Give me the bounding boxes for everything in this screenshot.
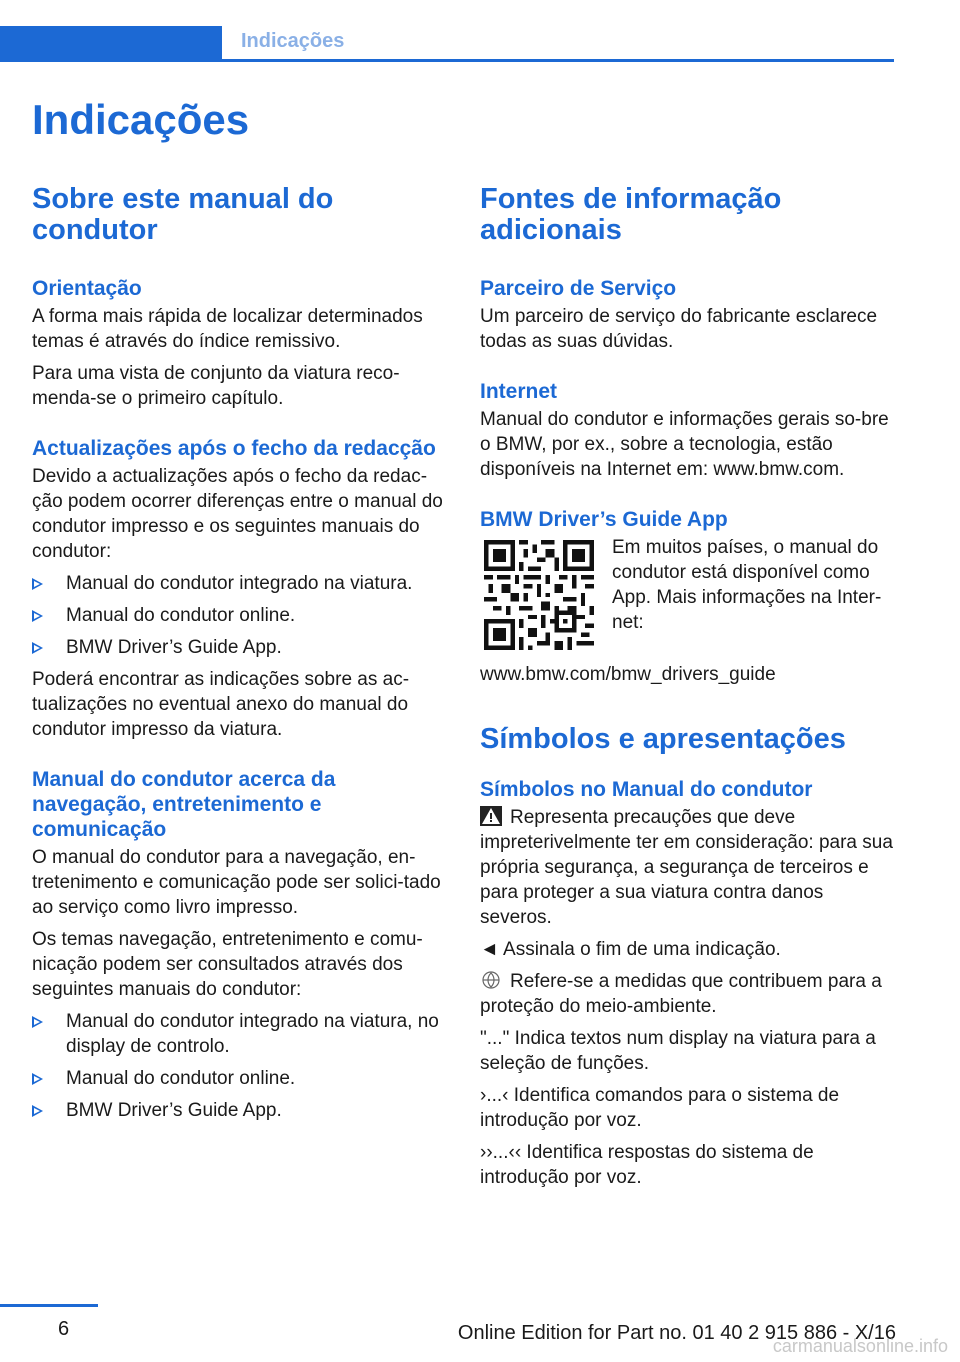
- triangle-bullet-icon: [32, 1016, 43, 1028]
- watermark: carmanualsonline.info: [772, 1336, 948, 1356]
- paragraph: Devido a actualizações após o fecho da redac-ção podem ocorrer diferenças entre o manual do condutor impresso e os seguintes manuais do condutor:: [32, 466, 443, 562]
- list-item: Manual do condutor online.: [32, 603, 444, 628]
- qr-code-icon: [484, 540, 594, 650]
- subheading-simbolos-manual: Símbolos no Manual do condutor: [480, 778, 813, 801]
- paragraph: Os temas navegação, entretenimento e comu-nicação podem ser consultados através dos seguintes manuais do condutor:: [32, 929, 423, 1000]
- bullet-list: [32, 1009, 444, 1123]
- section-heading-simbolos: Símbolos e apresentações: [480, 723, 846, 755]
- warning-triangle-icon: [480, 806, 502, 826]
- subheading-navegacao: Manual do condutor acerca da navegação, entretenimento e comunicação: [32, 768, 336, 841]
- paragraph: A forma mais rápida de localizar determinados temas é através do índice remissivo.: [32, 306, 423, 352]
- list-item: Manual do condutor integrado na viatura.: [32, 571, 444, 596]
- paragraph-warning: Representa precauções que deve impreterivelmente ter em consideração: para sua própria segurança, a segurança de terceiros e para proteger a sua viatura contra danos severos.: [480, 807, 893, 928]
- paragraph: ◄ Assinala o fim de uma indicação.: [480, 939, 781, 960]
- triangle-bullet-icon: [32, 610, 43, 622]
- paragraph: "..." Indica textos num display na viatura para a seleção de funções.: [480, 1028, 876, 1074]
- app-info: [480, 535, 900, 650]
- list-item: Manual do condutor integrado na viatura, no display de controlo.: [32, 1009, 444, 1059]
- list-item: BMW Driver’s Guide App.: [32, 635, 444, 660]
- app-url: www.bmw.com/bmw_drivers_guide: [480, 664, 776, 685]
- bullet-list: [32, 571, 444, 660]
- subheading-parceiro: Parceiro de Serviço: [480, 277, 677, 300]
- section-heading-fontes: Fontes de informação adicionais: [480, 183, 782, 246]
- paragraph: ››...‹‹ Identifica respostas do sistema de introdução por voz.: [480, 1142, 814, 1188]
- right-column: [480, 184, 900, 1197]
- left-column: [32, 184, 444, 1130]
- running-header: Indicações: [241, 30, 345, 52]
- list-item: BMW Driver’s Guide App.: [32, 1098, 444, 1123]
- subheading-actualizacoes: Actualizações após o fecho da redacção: [32, 437, 436, 460]
- footer-rule: [0, 1304, 98, 1307]
- edition-note: Online Edition for Part no. 01 40 2 915 886 - X/16: [457, 1322, 896, 1344]
- paragraph: O manual do condutor para a navegação, en-tretenimento e comunicação pode ser solici-tado ao serviço como livro impresso.: [32, 847, 441, 918]
- triangle-bullet-icon: [32, 578, 43, 590]
- page-title: Indicações: [32, 96, 250, 143]
- paragraph: ›...‹ Identifica comandos para o sistema de introdução por voz.: [480, 1085, 840, 1131]
- subheading-internet: Internet: [480, 380, 558, 403]
- triangle-bullet-icon: [32, 1105, 43, 1117]
- paragraph: Poderá encontrar as indicações sobre as ac-tualizações no eventual anexo do manual do condutor impresso da viatura.: [32, 669, 410, 740]
- environment-leaf-icon: [480, 970, 502, 990]
- header-rule: [222, 59, 894, 62]
- paragraph: Manual do condutor e informações gerais so-bre o BMW, por ex., sobre a tecnologia, estão disponíveis na Internet em: www.bmw.com.: [480, 409, 889, 480]
- page-number: 6: [58, 1318, 70, 1340]
- triangle-bullet-icon: [32, 1073, 43, 1085]
- subheading-orientacao: Orientação: [32, 277, 142, 300]
- app-description: Em muitos países, o manual do condutor está disponível como App. Mais informações na Inter-net:: [612, 537, 882, 633]
- subheading-app: BMW Driver’s Guide App: [480, 508, 728, 531]
- list-item: Manual do condutor online.: [32, 1066, 444, 1091]
- section-heading-manual: Sobre este manual do condutor: [32, 183, 334, 246]
- paragraph: Para uma vista de conjunto da viatura reco-menda-se o primeiro capítulo.: [32, 363, 400, 409]
- header-accent-bar: [0, 26, 222, 62]
- paragraph: Um parceiro de serviço do fabricante esclarece todas as suas dúvidas.: [480, 306, 878, 352]
- triangle-bullet-icon: [32, 642, 43, 654]
- paragraph-environment: Refere-se a medidas que contribuem para a proteção do meio-ambiente.: [480, 971, 882, 1017]
